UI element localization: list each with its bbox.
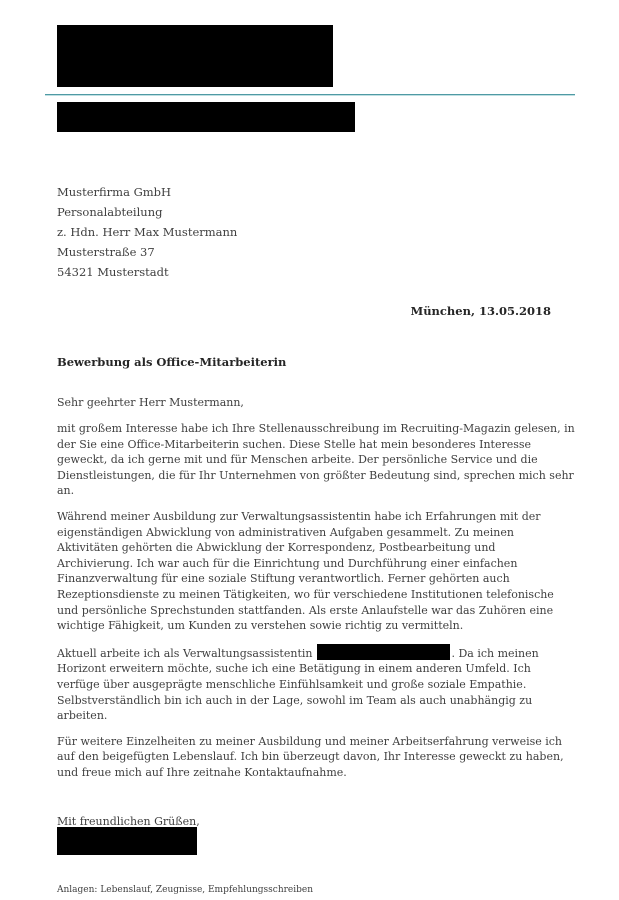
body-paragraph-1: mit großem Interesse habe ich Ihre Stellenausschreibung im Recruiting-Magazin gelesen, in der Sie eine Office-Mitarbeiterin suchen. Diese Stelle hat mein besonderes Interesse geweckt, da ich gerne mit und für Menschen arbeite. Der persönliche Service und die Dienstleistungen, die für Ihr Unternehmen von größter Bedeutung sind, sprechen mich sehr an. [57,422,575,498]
recipient-city: 54321 Musterstadt [57,265,169,279]
recipient-department: Personalabteilung [57,205,163,219]
date-line: München, 13.05.2018 [410,304,551,318]
body-paragraph-3 [57,644,575,724]
redacted-signature-block [57,827,197,855]
closing-formula: Mit freundlichen Grüßen, [57,815,200,829]
body-paragraph-4: Für weitere Einzelheiten zu meiner Ausbildung und meiner Arbeitserfahrung verweise ich auf den beigefügten Lebenslauf. Ich bin überzeugt davon, Ihr Interesse geweckt zu haben, und freue mich auf Ihre zeitnahe Kontaktaufnahme. [57,734,564,779]
redacted-sender-block [57,25,333,87]
recipient-address-block [57,182,575,282]
redacted-employer-name [317,644,450,660]
accent-divider-line [45,94,575,96]
body-paragraph-2: Während meiner Ausbildung zur Verwaltungsassistentin habe ich Erfahrungen mit der eigenständigen Abwicklung von administrativen Aufgaben gesammelt. Zu meinen Aktivitäten gehörten die Abwicklung der Korrespondenz, Postbearbeitung und Archivierung. Ich war auch für die Einrichtung und Durchführung einer einfachen Finanzverwaltung für eine soziale Stiftung verantwortlich. Ferner gehörten auch Rezeptionsdienste zu meinen Tätigkeiten, wo für verschiedene Institutionen telefonische und persönliche Sprechstunden stattfanden. Als erste Anlaufstelle war das Zuhören eine wichtige Fähigkeit, um Kunden zu verstehen sowie richtig zu vermitteln. [57,509,554,633]
recipient-attention-line: z. Hdn. Herr Max Mustermann [57,225,238,239]
recipient-street: Musterstraße 37 [57,245,155,259]
salutation: Sehr geehrter Herr Mustermann, [57,396,244,409]
paragraph-3-text-before: Aktuell arbeite ich als Verwaltungsassistentin [57,646,313,660]
redacted-contact-block [57,102,355,132]
recipient-company: Musterfirma GmbH [57,185,172,199]
subject-line: Bewerbung als Office-Mitarbeiterin [57,355,287,369]
enclosures-line: Anlagen: Lebenslauf, Zeugnisse, Empfehlungsschreiben [57,885,314,896]
paragraph-3-text-after: . Da ich meinen Horizont erweitern möchte, suche ich eine Betätigung in einem anderen Umfeld. Ich verfüge über ausgeprägte menschliche Einfühlsamkeit und große soziale Empathie. Selbstverständlich bin ich auch in der Lage, sowohl im Team als auch unabhängig zu arbeiten. [57,646,539,723]
